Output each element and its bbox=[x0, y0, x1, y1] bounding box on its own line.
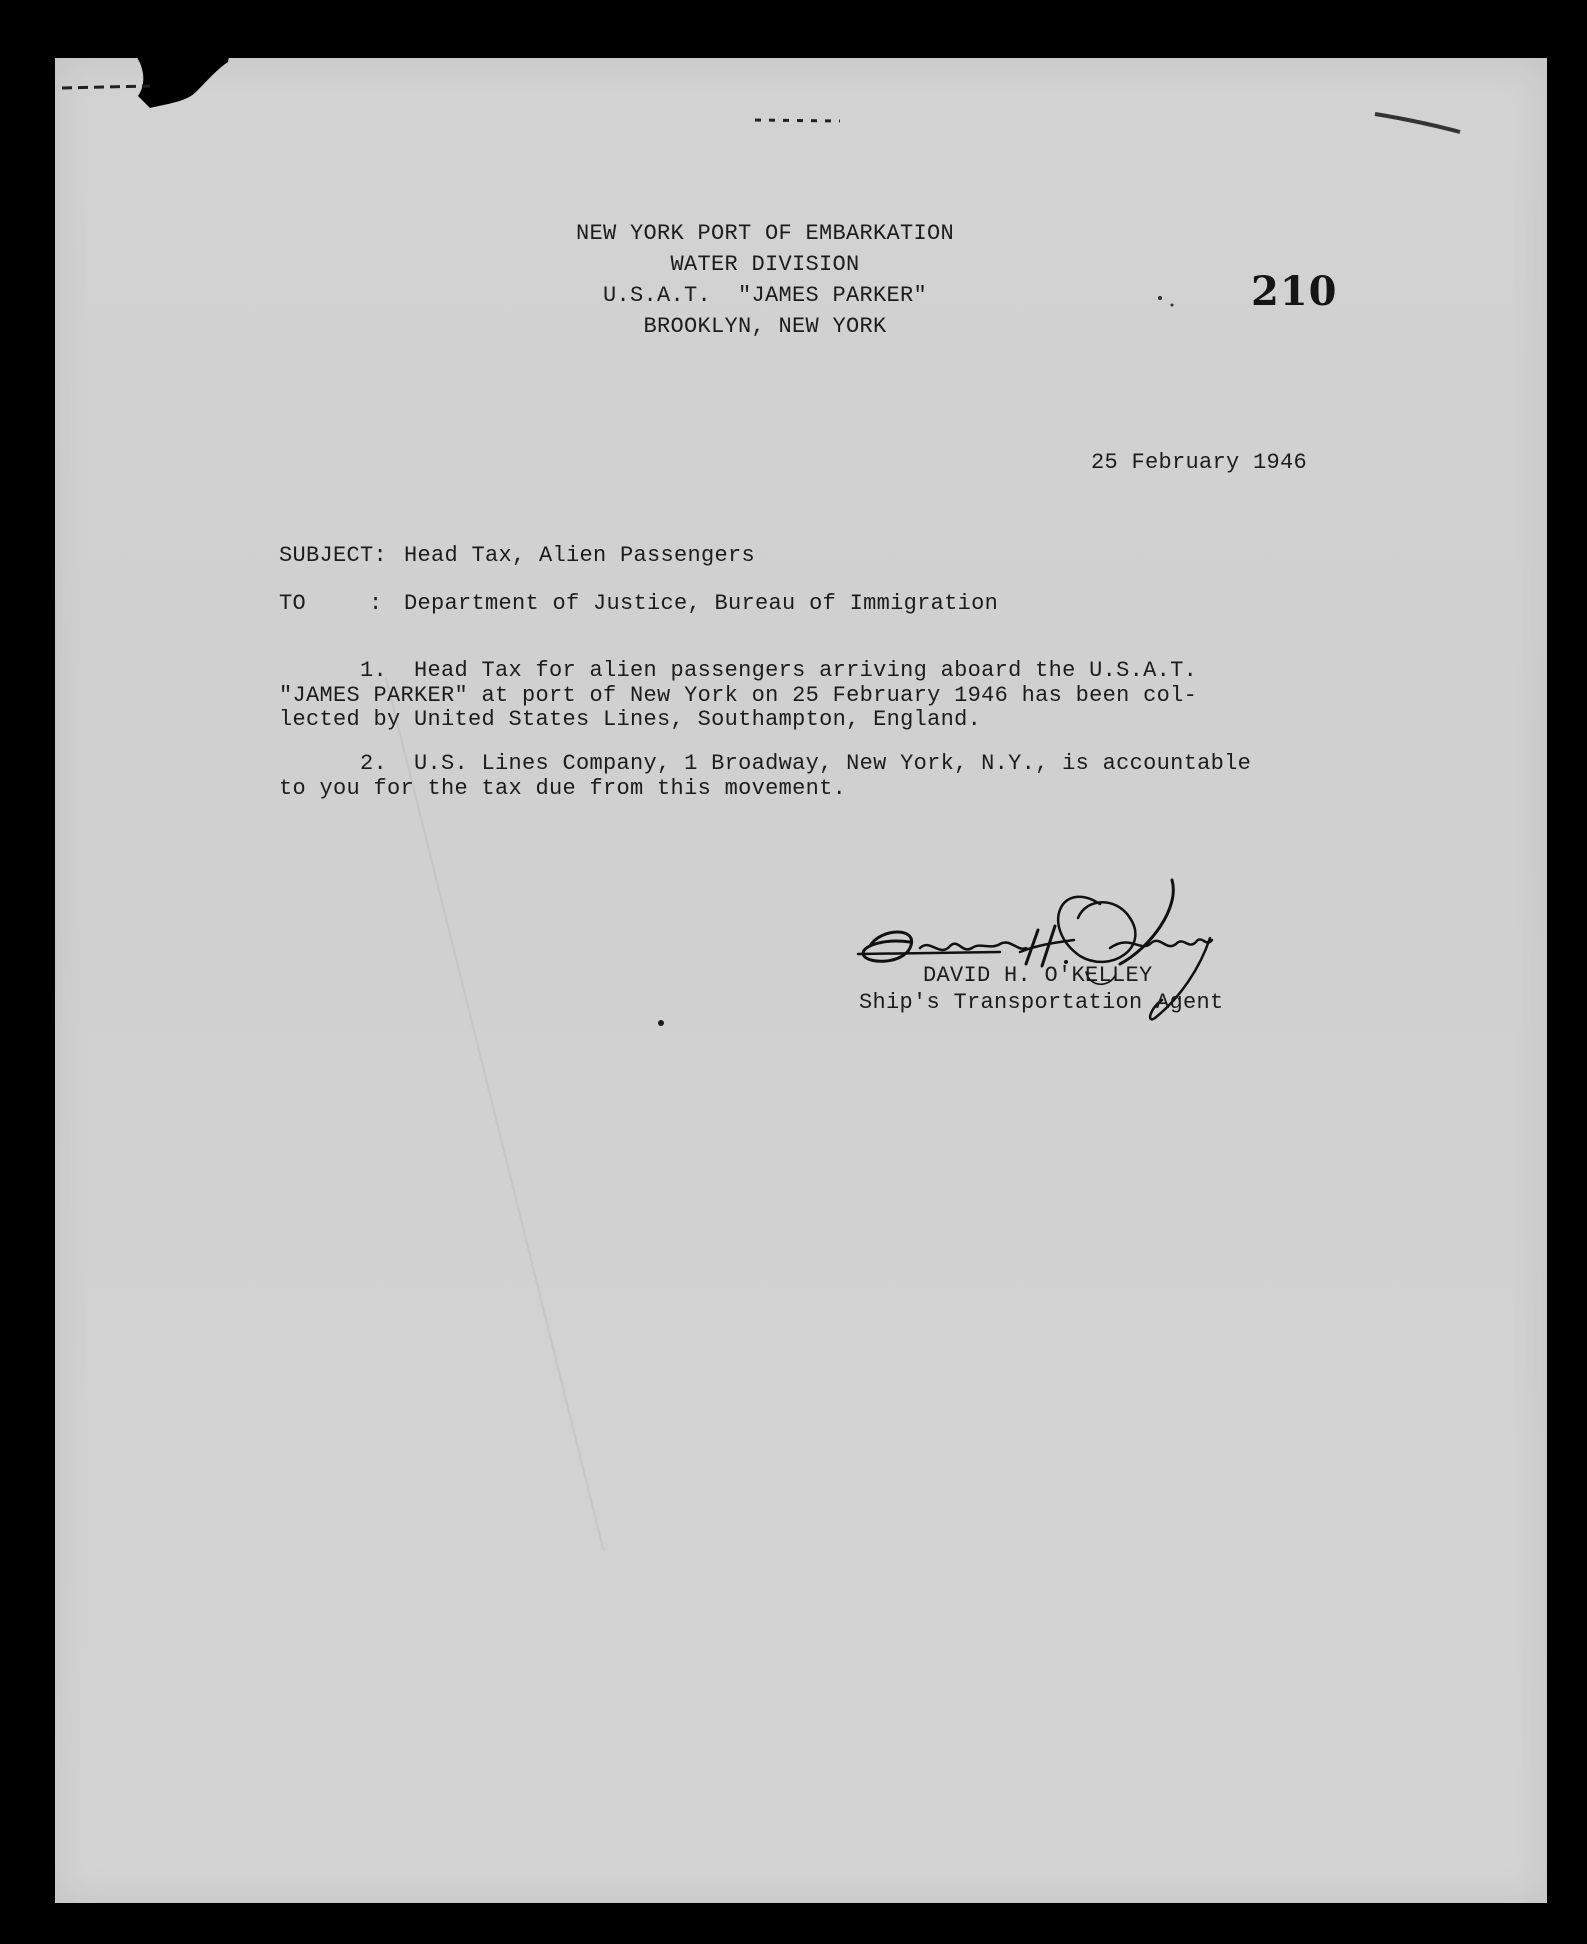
letterhead-line-1: NEW YORK PORT OF EMBARKATION bbox=[575, 221, 955, 246]
paragraph-1 bbox=[279, 659, 1199, 733]
paragraph-1-line-1: 1. Head Tax for alien passengers arriving aboard the U.S.A.T. bbox=[279, 658, 1198, 683]
document-page bbox=[55, 58, 1547, 1903]
letterhead-line-3: U.S.A.T. "JAMES PARKER" bbox=[602, 283, 928, 308]
letterhead bbox=[555, 218, 975, 342]
letterhead-line-2: WATER DIVISION bbox=[670, 252, 860, 277]
paragraph-2 bbox=[279, 751, 1252, 801]
paragraph-2-line-2: to you for the tax due from this movement. bbox=[279, 775, 847, 801]
ink-speck bbox=[658, 1020, 664, 1026]
paragraph-2-line-1: 2. U.S. Lines Company, 1 Broadway, New York, N.Y., is accountable bbox=[279, 751, 1252, 776]
torn-corner bbox=[136, 42, 231, 110]
letterhead-line-4: BROOKLYN, NEW YORK bbox=[643, 314, 887, 339]
subject-value: Head Tax, Alien Passengers bbox=[404, 543, 756, 568]
signer-title: Ship's Transportation Agent bbox=[859, 990, 1224, 1015]
to-label: TO bbox=[279, 591, 307, 616]
document-number-stamp: 210 bbox=[1251, 268, 1338, 315]
to-value: Department of Justice, Bureau of Immigration bbox=[404, 591, 999, 616]
subject-label: SUBJECT: bbox=[279, 543, 388, 568]
paragraph-1-line-2: "JAMES PARKER" at port of New York on 25 February 1946 has been col- bbox=[279, 682, 1198, 708]
to-colon: : bbox=[369, 591, 383, 616]
signer-name: DAVID H. O'KELLEY bbox=[923, 963, 1153, 988]
letter-date: 25 February 1946 bbox=[1091, 450, 1308, 475]
paragraph-1-line-3: lected by United States Lines, Southampton, England. bbox=[279, 707, 982, 732]
